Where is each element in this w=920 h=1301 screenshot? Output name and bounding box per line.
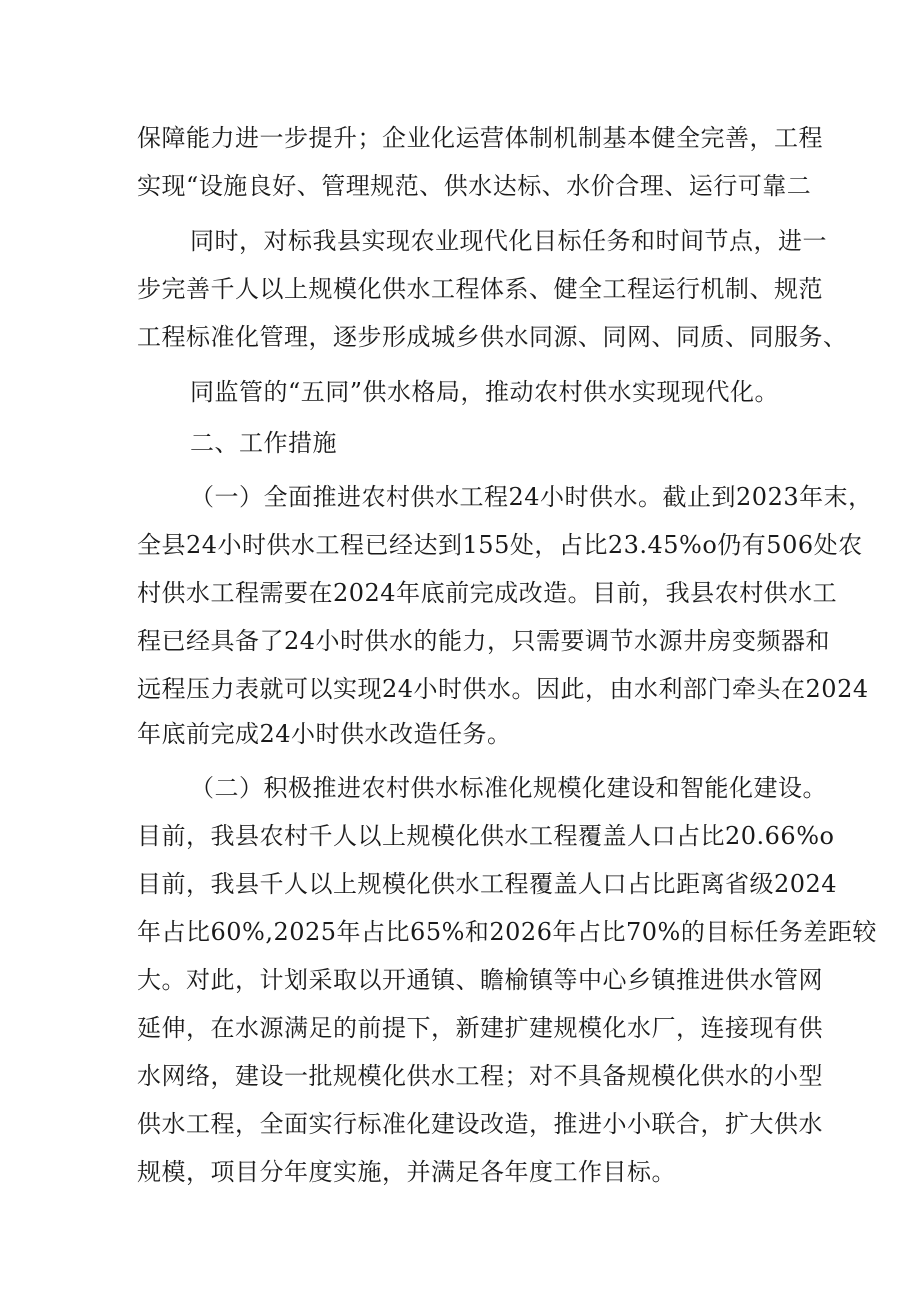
section-heading: 二、工作措施 <box>190 429 337 457</box>
text-line: 年底前完成24小时供水改造任务。 <box>137 720 512 748</box>
text-line: 远程压力表就可以实现24小时供水。因此，由水利部门牵头在2024 <box>137 675 869 703</box>
text-line: 水网络，建设一批规模化供水工程；对不具备规模化供水的小型 <box>137 1062 823 1090</box>
text-line: 保障能力进一步提升；企业化运营体制机制基本健全完善，工程 <box>137 124 823 152</box>
text-line: 程已经具备了24小时供水的能力，只需要调节水源井房变频器和 <box>137 627 831 655</box>
text-line: 规模，项目分年度实施，并满足各年度工作目标。 <box>137 1158 676 1186</box>
text-line: 目前，我县农村千人以上规模化供水工程覆盖人口占比20.66%o <box>137 822 835 850</box>
text-line: （一）全面推进农村供水工程24小时供水。截止到2023年末， <box>190 483 873 511</box>
text-line: 同监管的“五同”供水格局，推动农村供水实现现代化。 <box>190 378 780 406</box>
text-line: 工程标准化管理，逐步形成城乡供水同源、同网、同质、同服务、 <box>137 323 848 351</box>
text-line: 目前，我县千人以上规模化供水工程覆盖人口占比距离省级2024 <box>137 870 838 898</box>
text-line: 步完善千人以上规模化供水工程体系、健全工程运行机制、规范 <box>137 275 823 303</box>
text-line: 全县24小时供水工程已经达到155处，占比23.45%o仍有506处农 <box>137 531 863 559</box>
text-line: （二）积极推进农村供水标准化规模化建设和智能化建设。 <box>190 774 827 802</box>
text-line: 同时，对标我县实现农业现代化目标任务和时间节点，进一 <box>190 227 827 255</box>
text-line: 供水工程，全面实行标准化建设改造，推进小小联合，扩大供水 <box>137 1110 823 1138</box>
text-line: 延伸，在水源满足的前提下，新建扩建规模化水厂，连接现有供 <box>137 1014 823 1042</box>
text-line: 村供水工程需要在2024年底前完成改造。目前，我县农村供水工 <box>137 579 838 607</box>
text-line: 年占比60%,2025年占比65%和2026年占比70%的目标任务差距较 <box>137 918 877 946</box>
text-line: 实现“设施良好、管理规范、供水达标、水价合理、运行可靠二 <box>137 172 812 200</box>
text-line: 大。对此，计划采取以开通镇、瞻榆镇等中心乡镇推进供水管网 <box>137 966 823 994</box>
